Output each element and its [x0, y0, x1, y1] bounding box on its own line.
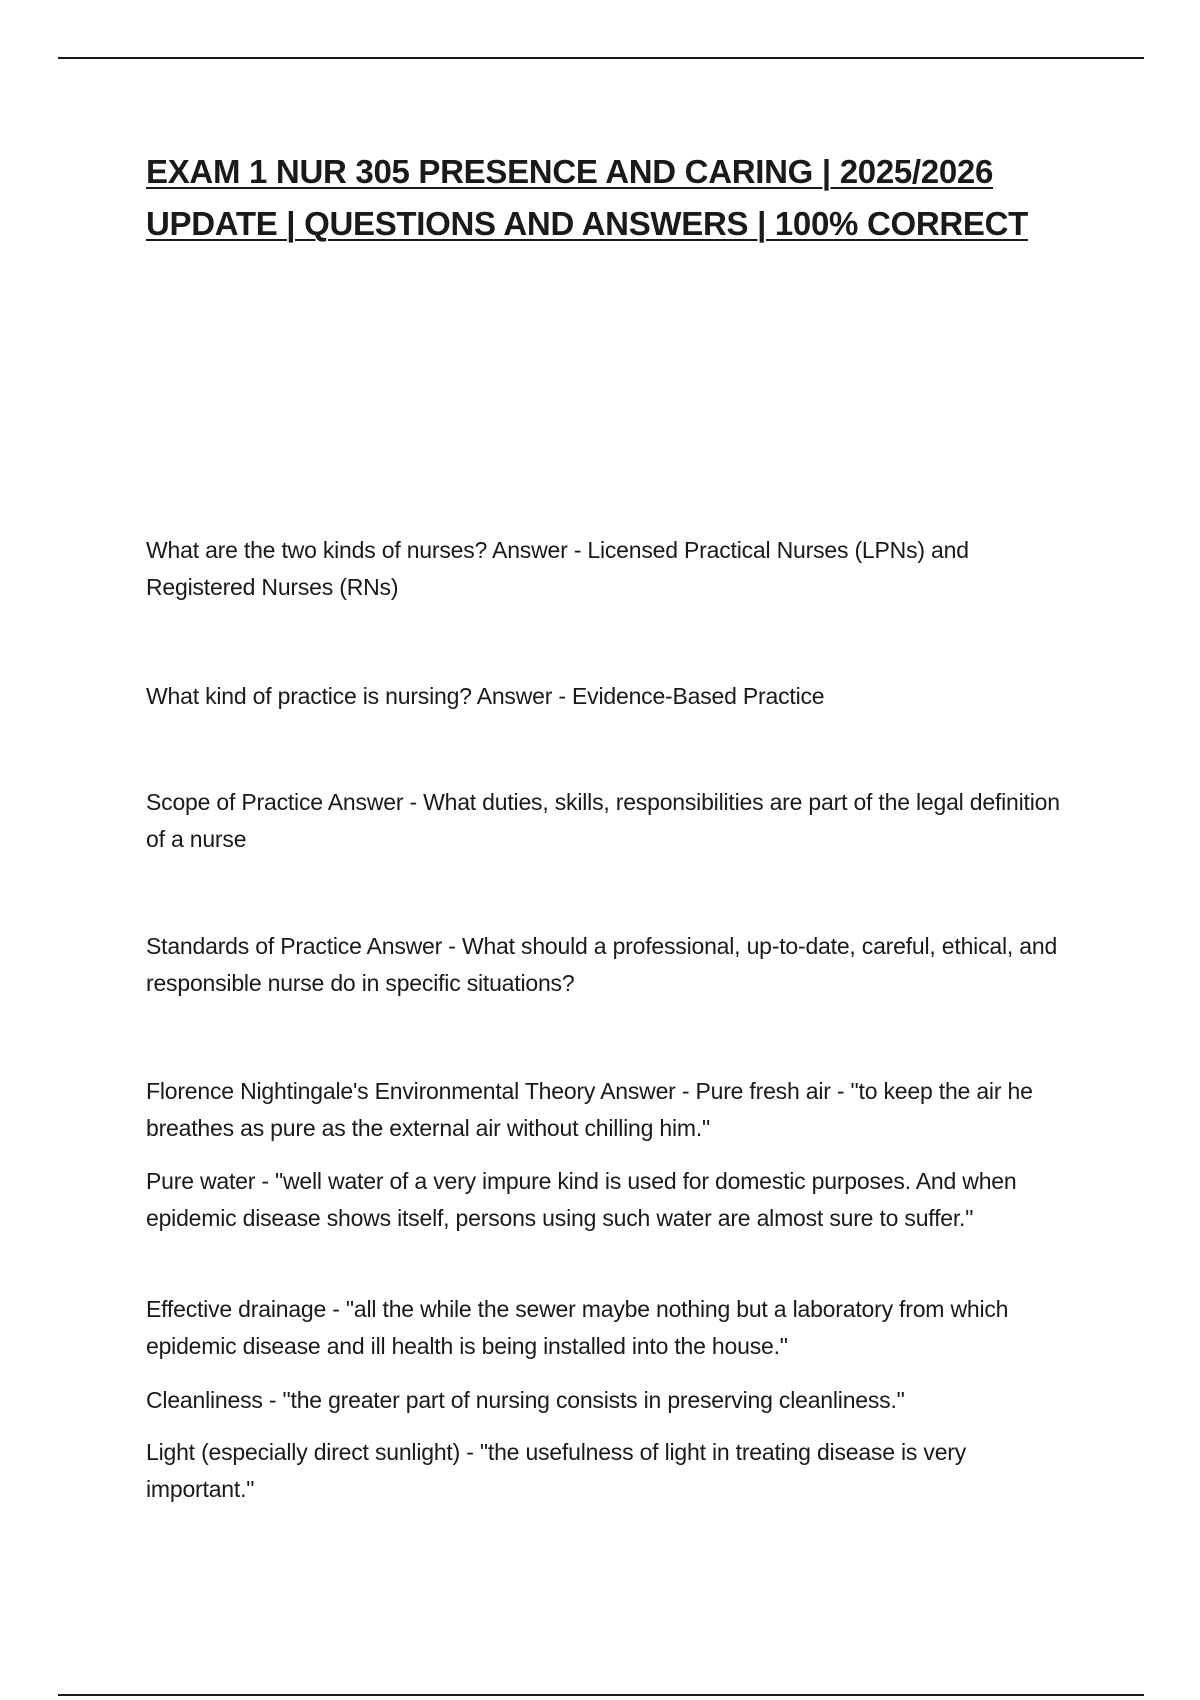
qa-paragraph-practice-kind: What kind of practice is nursing? Answer - Evidence-Based Practice — [146, 683, 825, 709]
qa-paragraph-cleanliness: Cleanliness - "the greater part of nursing consists in preserving cleanliness." — [146, 1387, 905, 1413]
qa-paragraph-nurse-kinds: What are the two kinds of nurses? Answer - Licensed Practical Nurses (LPNs) and Registered Nurses (RNs) — [146, 537, 969, 600]
qa-paragraph-pure-water: Pure water - "well water of a very impure kind is used for domestic purposes. And when epidemic disease shows itself, persons using such water are almost sure to suffer." — [146, 1168, 1017, 1231]
qa-paragraph-light: Light (especially direct sunlight) - "the usefulness of light in treating disease is very important." — [146, 1439, 967, 1502]
bottom-divider — [58, 1694, 1144, 1696]
top-divider — [58, 57, 1144, 59]
qa-paragraph-scope-of-practice: Scope of Practice Answer - What duties, skills, responsibilities are part of the legal definition of a nurse — [146, 789, 1060, 852]
qa-paragraph-nightingale-theory: Florence Nightingale's Environmental Theory Answer - Pure fresh air - "to keep the air he breathes as pure as the external air without chilling him." — [146, 1078, 1033, 1141]
qa-paragraph-standards-of-practice: Standards of Practice Answer - What should a professional, up-to-date, careful, ethical, and responsible nurse do in specific situations? — [146, 933, 1058, 996]
qa-paragraph-effective-drainage: Effective drainage - "all the while the sewer maybe nothing but a laboratory from which epidemic disease and ill health is being installed into the house." — [146, 1296, 1009, 1359]
document-title: EXAM 1 NUR 305 PRESENCE AND CARING | 2025/2026 UPDATE | QUESTIONS AND ANSWERS | 100% CORRECT — [146, 153, 1029, 242]
